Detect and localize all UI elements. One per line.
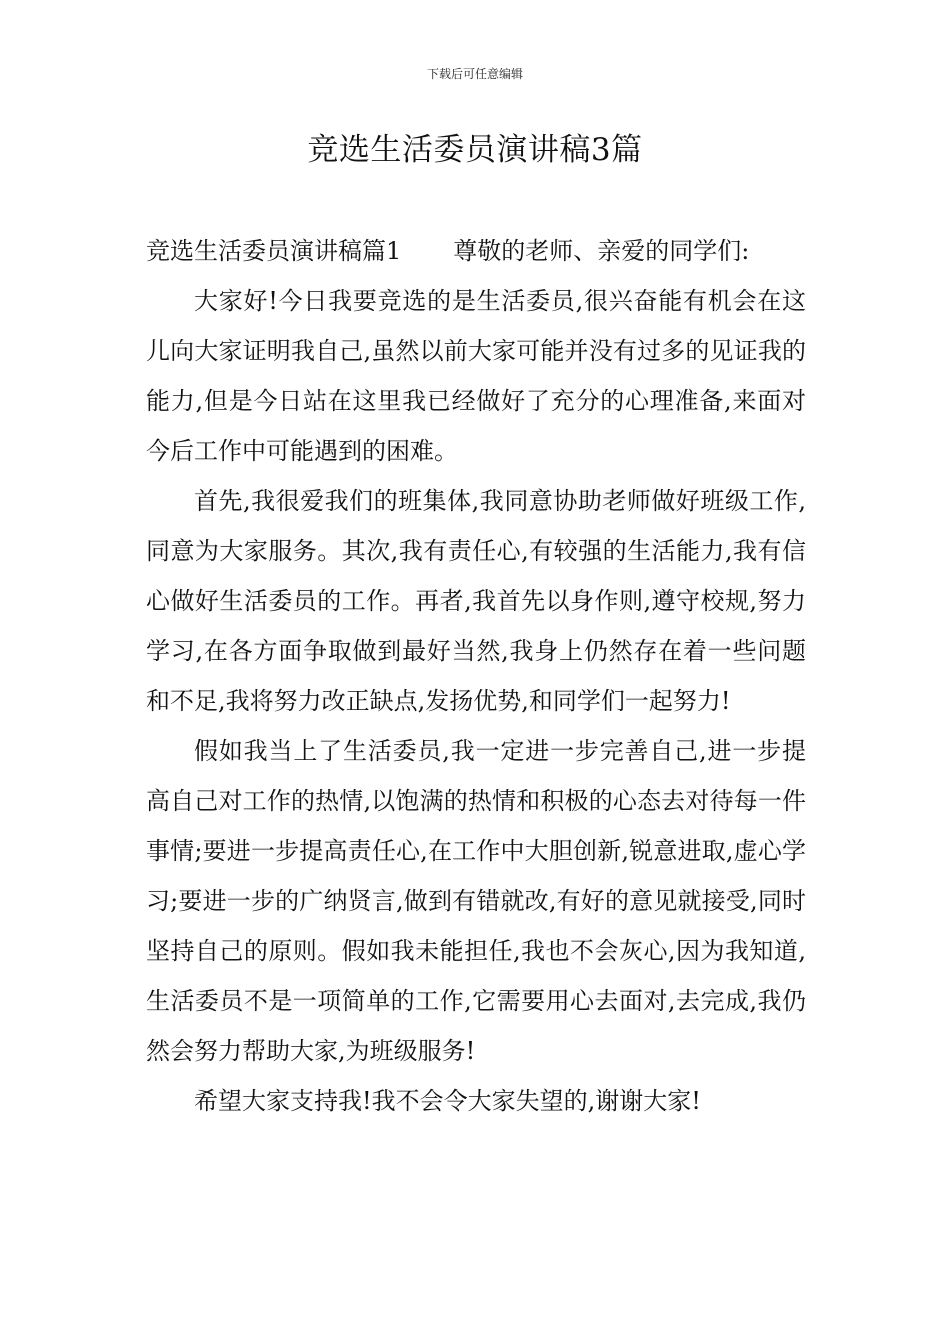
paragraph-greeting: 大家好!今日我要竞选的是生活委员,很兴奋能有机会在这儿向大家证明我自己,虽然以前大家可能并没有过多的见证我的能力,但是今日站在这里我已经做好了充分的心理准备,来面对今后工作中可能遇到的困难。 [146, 287, 806, 465]
paragraph-plans: 假如我当上了生活委员,我一定进一步完善自己,进一步提高自己对工作的热情,以饱满的热情和积极的心态去对待每一件事情;要进一步提高责任心,在工作中大胆创新,锐意进取,虚心学习;要进一步的广纳贤言,做到有错就改,有好的意见就接受,同时坚持自己的原则。假如我未能担任,我也不会灰心,因为我知道,生活委员不是一项简单的工作,它需要用心去面对,去完成,我仍然会努力帮助大家,为班级服务! [146, 737, 806, 1065]
header-note: 下载后可任意编辑 [426, 67, 523, 81]
section-label: 竞选生活委员演讲稿篇1 [146, 237, 402, 265]
paragraph-qualifications: 首先,我很爱我们的班集体,我同意协助老师做好班级工作,同意为大家服务。其次,我有责任心,有较强的生活能力,我有信心做好生活委员的工作。再者,我首先以身作则,遵守校规,努力学习,在各方面争取做到最好当然,我身上仍然存在着一些问题和不足,我将努力改正缺点,发扬优势,和同学们一起努力! [146, 487, 806, 715]
document-title: 竞选生活委员演讲稿3篇 [307, 132, 643, 168]
salutation: 尊敬的老师、亲爱的同学们: [453, 237, 750, 265]
document-body [146, 226, 806, 1126]
lead-line [146, 226, 806, 276]
paragraph-closing: 希望大家支持我!我不会令大家失望的,谢谢大家! [194, 1087, 701, 1115]
